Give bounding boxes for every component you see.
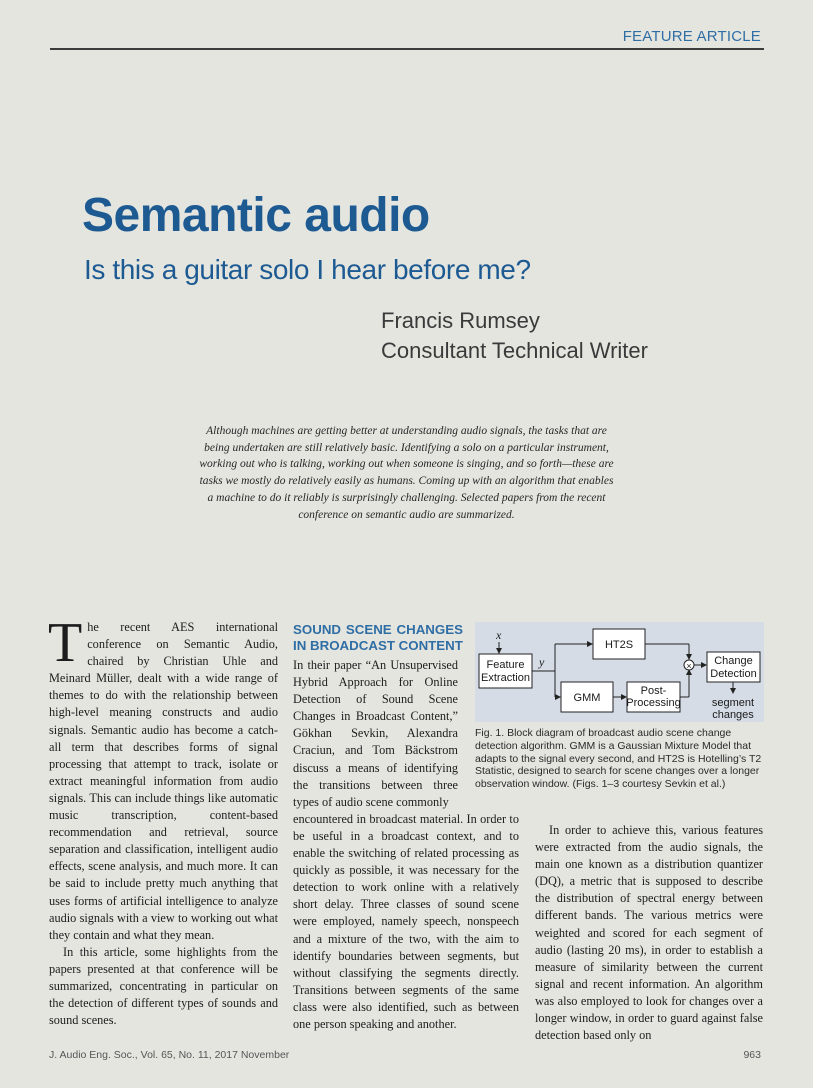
ht2s-label: HT2S bbox=[604, 639, 634, 651]
feature-extraction-label-1: Feature bbox=[486, 659, 525, 671]
column-right bbox=[535, 822, 763, 1044]
author-role: Consultant Technical Writer bbox=[381, 338, 648, 363]
author-block bbox=[381, 306, 648, 366]
intro-paragraph-2: In this article, some highlights from the papers presented at that conference will be summarized, concentrating in particular on the detection of different types of sounds and sound scenes. bbox=[49, 944, 278, 1028]
output-label-1: segment bbox=[711, 697, 755, 709]
post-processing-label-2: Processing bbox=[626, 697, 681, 709]
change-detection-label-2: Detection bbox=[710, 668, 757, 680]
article-title: Semantic audio bbox=[82, 189, 430, 242]
author-name: Francis Rumsey bbox=[381, 308, 540, 333]
intro-paragraph-1 bbox=[48, 612, 278, 944]
header-rule bbox=[50, 48, 764, 50]
section-paragraph-1a: In their paper “An Unsupervised Hybrid Approach for Online Detection of Sound Scene Changes in Broadcast Content,” Gökhan Sevkin, Alexandra Craciun, and Tom Bäckstrom discuss a means of identifying the transitions between three types of audio scene commonly bbox=[293, 658, 458, 809]
footer-citation: J. Audio Eng. Soc., Vol. 65, No. 11, 2017 November bbox=[49, 1049, 290, 1061]
article-subtitle: Is this a guitar solo I hear before me? bbox=[84, 254, 531, 285]
section-label: FEATURE ARTICLE bbox=[622, 28, 761, 45]
section-paragraph-1b: encountered in broadcast material. In order to be useful in a broadcast context, and to enable the switching of related processing as quickly as possible, it was necessary for the detection to work online with a relatively short delay. Three classes of sound scene were employed, namely speech, nonspeech and a mixture of the two, with the aim to identify boundaries between segments, but without classifying the segments directly. Transitions between segments of the same class were also identified, such as between one person speaking and another. bbox=[293, 811, 519, 1031]
section-paragraph-2: In order to achieve this, various features were extracted from the audio signals, the main one known as a distribution quantizer (DQ), a metric that is supposed to describe the distribution of spectral energy between different bands. The various metrics were weighted and scored for each segment of audio (lasting 20 ms), in order to establish a measure of similarity between the current signal and recent information. An algorithm was also employed to look for changes over a longer window, in order to guard against false detection based only on bbox=[535, 823, 763, 1043]
block-diagram bbox=[475, 622, 764, 722]
signal-y-label: y bbox=[539, 655, 545, 669]
gmm-label: GMM bbox=[573, 692, 601, 704]
intro-paragraph-1-text: he recent AES international conference on Semantic Audio, chaired by Christian Uhle and Meinard Müller, dealt with a wide range of themes to do with the relationship between high-level meaning constructs and audio signals. Semantic audio has become a catch-all term that describes forms of signal processing that attempt to track, isolate or extract meaningful information from audio signals. This can include things like automatic music transcription, content-based recommendation and retrieval, source separation and classification, intelligent audio effects, scene analysis, and much more. It can be said to include pretty much anything that uses forms of artificial intelligence to analyze audio signals with a view to working out what they contain and what they mean. bbox=[49, 620, 278, 942]
post-processing-label-1: Post- bbox=[640, 685, 667, 697]
block-diagram-figure bbox=[475, 622, 764, 722]
change-detection-label-1: Change bbox=[714, 655, 753, 667]
output-label-2: changes bbox=[712, 709, 754, 721]
figure-caption: Fig. 1. Block diagram of broadcast audio scene change detection algorithm. GMM is a Gaussian Mixture Model that adapts to the signal every second, and HT2S is Hotelling’s T2 Statistic, designed to search for scene changes over a longer observation window. (Figs. 1–3 courtesy Sevkin et al.) bbox=[475, 727, 762, 791]
section-heading: SOUND SCENE CHANGES IN BROADCAST CONTENT bbox=[293, 622, 463, 653]
abstract: Although machines are getting better at understanding audio signals, the tasks that are being undertaken are still relatively basic. Identifying a solo on a particular instrument, working out who is talking, working out when someone is singing, and so forth—these are tasks we mostly do relatively easily as humans. Coming up with an algorithm that enables a machine to do it reliably is surprisingly challenging. Selected papers from the recent conference on semantic audio are summarized. bbox=[199, 425, 614, 521]
multiplier-symbol: × bbox=[686, 661, 692, 671]
feature-extraction-label-2: Extraction bbox=[481, 672, 530, 684]
page-number: 963 bbox=[743, 1049, 761, 1061]
drop-cap: T bbox=[48, 612, 83, 674]
input-x-label: x bbox=[496, 628, 502, 642]
column-left bbox=[48, 612, 278, 1029]
